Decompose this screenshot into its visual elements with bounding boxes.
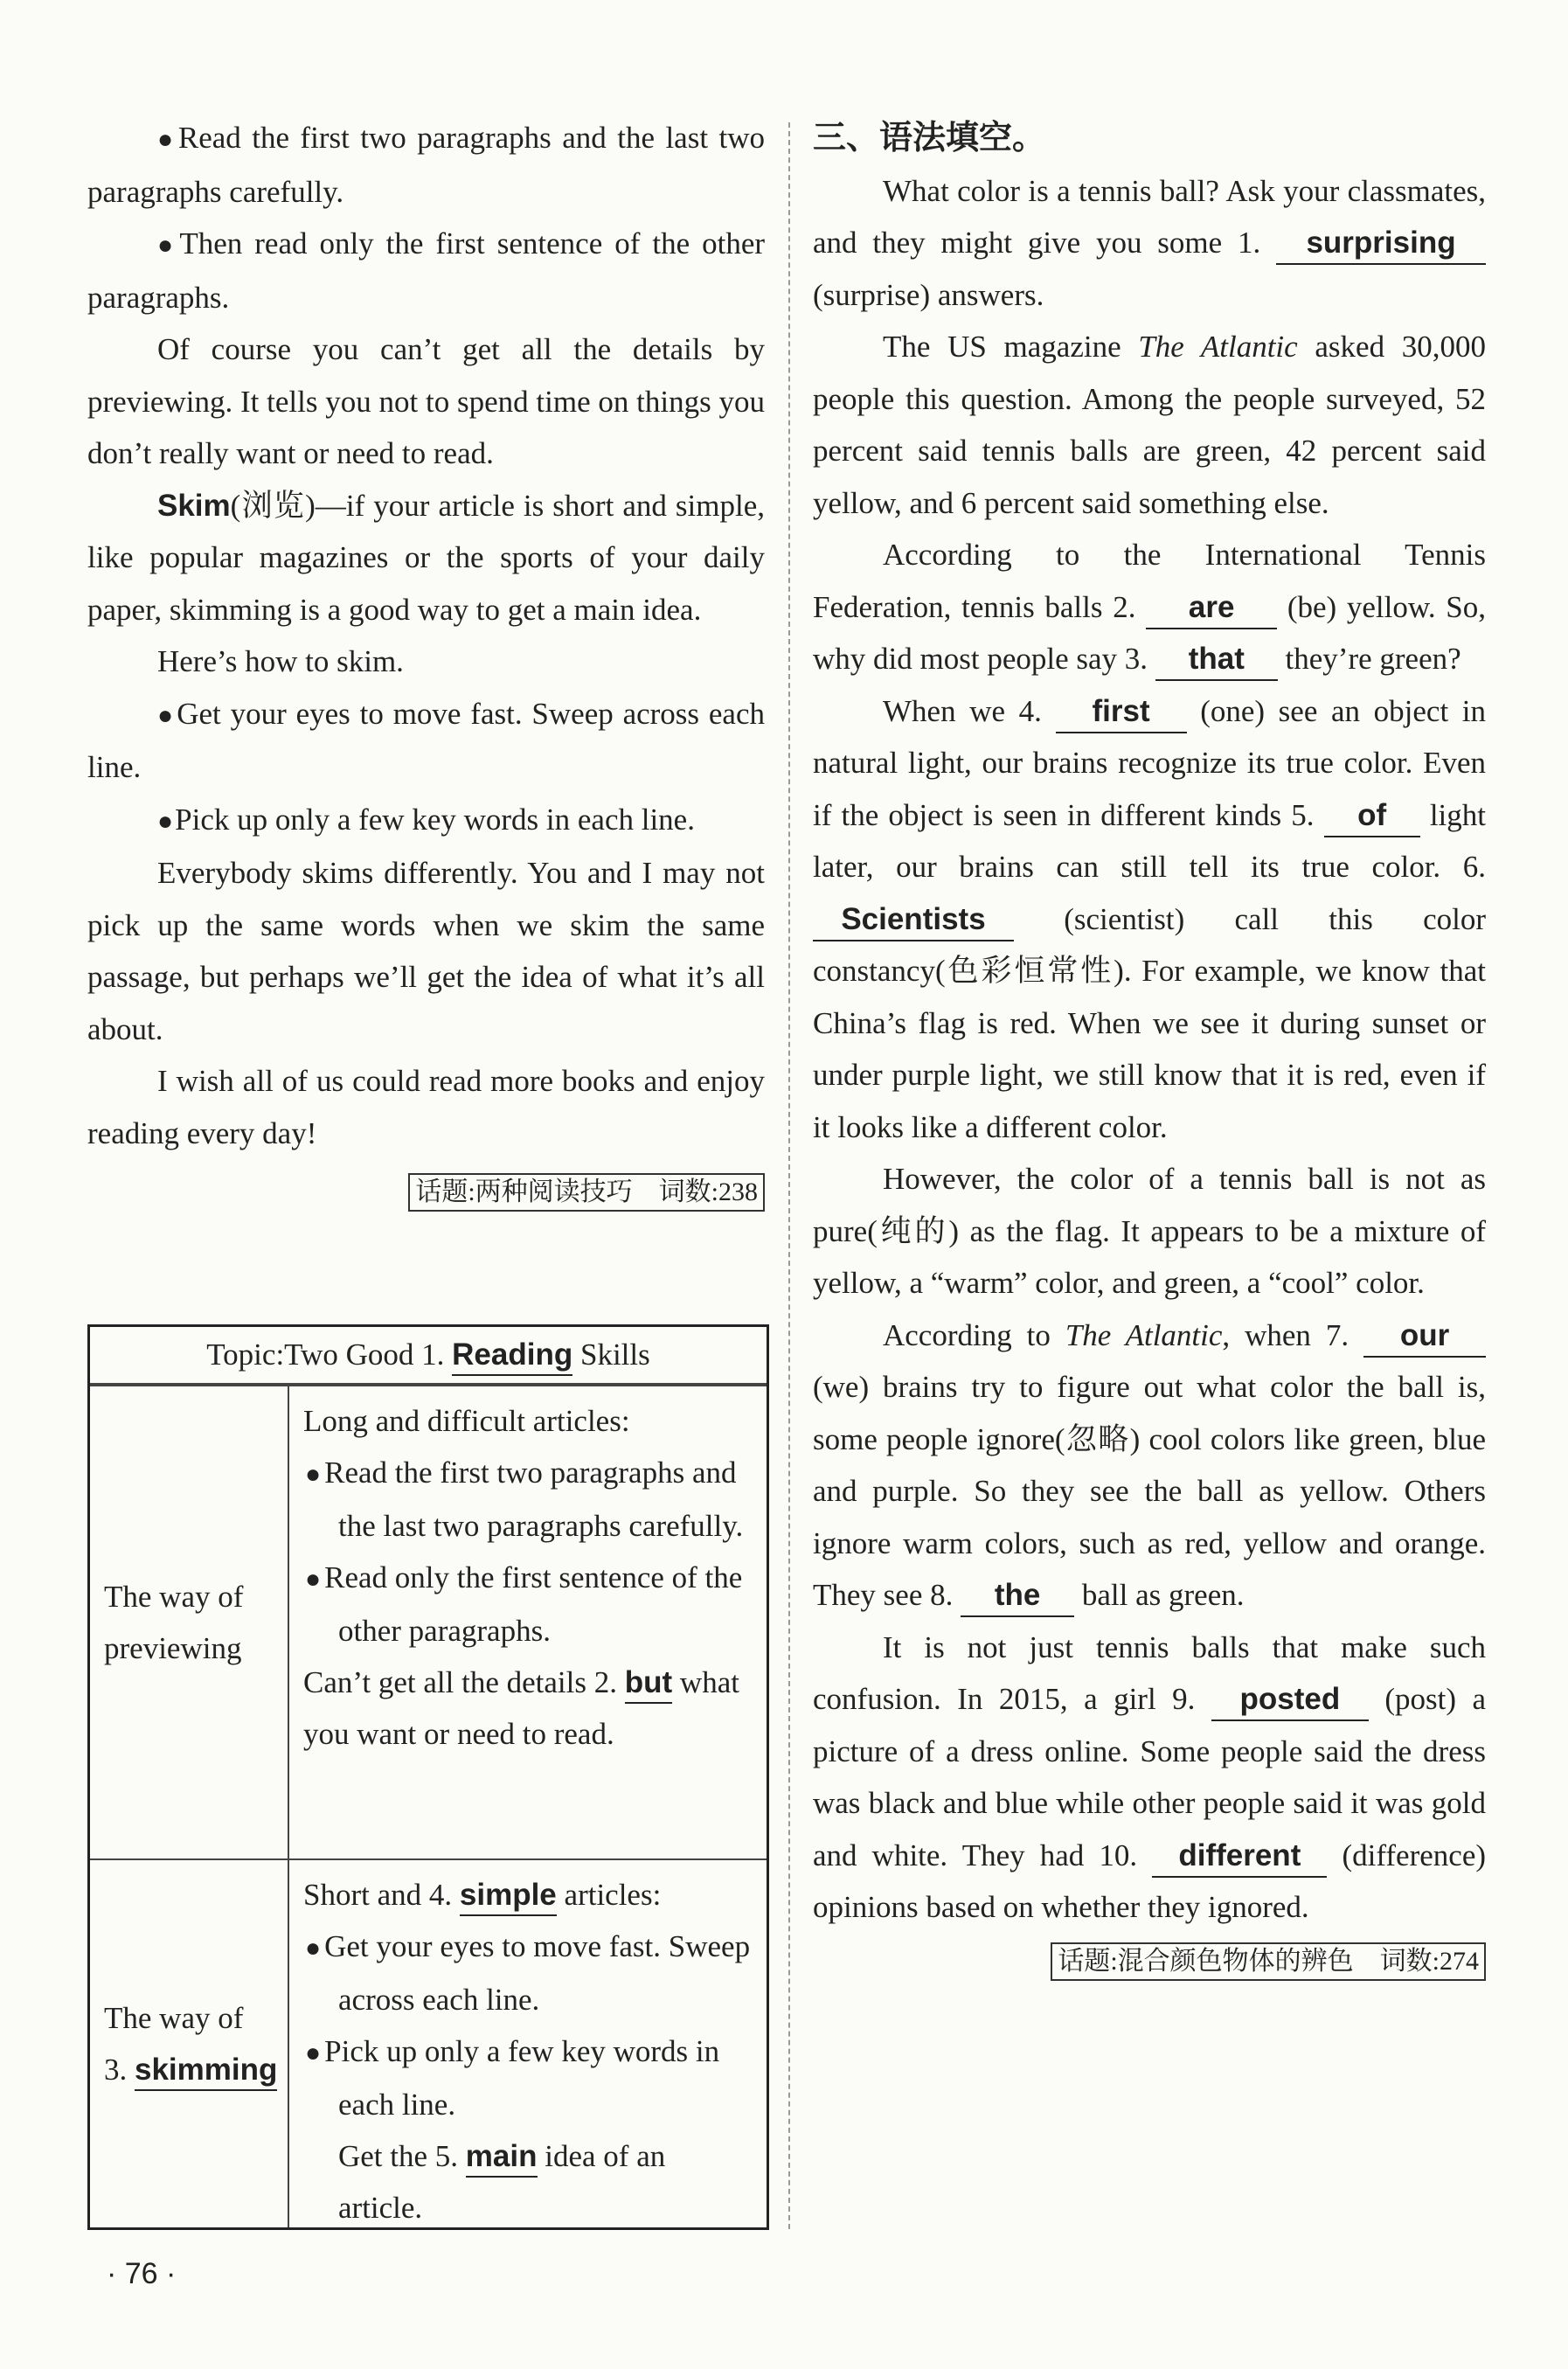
para3-end: they’re green? [1285, 642, 1461, 676]
para4-text: When we 4. [883, 693, 1042, 728]
row1-line1: Long and difficult articles: [303, 1404, 630, 1438]
blank-5[interactable] [1324, 795, 1420, 837]
answer-2: but [625, 1664, 672, 1704]
row-label-previewing [90, 1386, 289, 1858]
para6-pre: According to [883, 1317, 1051, 1352]
row2-label-a: The way of [104, 2001, 244, 2035]
right-paragraph-2 [813, 321, 1486, 529]
row2-label-b [104, 2044, 288, 2095]
left-paragraph-wish: I wish all of us could read more books and enjoy reading every day! [87, 1064, 765, 1150]
row-content-skimming [289, 1860, 767, 2227]
answer-r2: are [1188, 589, 1235, 624]
answer-r7: our [1399, 1317, 1450, 1352]
table-row-previewing [90, 1385, 767, 1858]
right-paragraph-7 [813, 1622, 1486, 1934]
left-paragraph-everybody: Everybody skims differently. You and I may not pick up the same words when we skim the same passage, but perhaps we’ll get the idea of what it’s all about. [87, 856, 765, 1046]
magazine-title-2: The Atlantic [1065, 1317, 1223, 1352]
answer-r6: Scientists [841, 901, 986, 936]
skim-heading: Skim [157, 488, 231, 523]
answer-r8: the [994, 1578, 1041, 1612]
row2-line1-post: articles: [564, 1878, 662, 1912]
answer-5: main [466, 2137, 538, 2178]
answer-r10: different [1178, 1838, 1301, 1872]
page-number: · 76 · [107, 2257, 177, 2290]
para1-text: What color is a tennis ball? Ask your classmates, and they might give you some 1. [813, 173, 1486, 260]
para4-hint: (one) see an object in natural light, our brains recognize its true color. Even if the object is seen in different kinds 5. [813, 693, 1487, 832]
blank-4[interactable] [1056, 691, 1187, 733]
row1-bullet2: ● Read only the first sentence of the other paragraphs. [303, 1552, 756, 1657]
blank-2[interactable] [1146, 587, 1277, 629]
para6-hint: (we) brains try to figure out what color the ball is, some people ignore(忽略) cool colors like green, blue and purple. So they see the ball as yellow. Others ignore warm colors, such as red, yellow and orange. They see 8. [813, 1370, 1486, 1612]
row2-bullet1: ● Get your eyes to move fast. Sweep across each line. [303, 1921, 756, 2025]
table-header-pre: Topic:Two Good 1. [206, 1337, 445, 1372]
right-paragraph-3 [813, 529, 1486, 685]
left-paragraph-how: Here’s how to skim. [157, 644, 404, 678]
row2-line4-pre: Get the 5. [338, 2139, 459, 2173]
row2-label-num: 3. [104, 2053, 128, 2087]
table-header [90, 1327, 767, 1385]
row1-line4 [303, 1657, 756, 1760]
answer-r4: first [1092, 693, 1150, 728]
skim-text: —if your article is short and simple, like popular magazines or the sports of your daily paper, skimming is a good way to get a main idea. [87, 488, 765, 627]
para6-end: ball as green. [1081, 1578, 1245, 1612]
blank-8[interactable] [961, 1575, 1074, 1617]
section-heading: 三、语法填空。 [813, 118, 1046, 156]
answer-r3: that [1188, 642, 1245, 676]
magazine-title: The Atlantic [1138, 330, 1298, 364]
answer-4: simple [460, 1876, 557, 1916]
para7-hint: (post) a picture of a dress online. Some people said the dress was black and blue while other people said it was gold and white. They had 10. [813, 1682, 1486, 1872]
row-label-b: previewing [104, 1631, 242, 1665]
right-topic-tag: 话题:混合颜色物体的辨色 词数:274 [1051, 1942, 1486, 1981]
left-bullet-2: ● Then read only the first sentence of the other paragraphs. [87, 218, 765, 323]
topic-table [87, 1324, 769, 2230]
para4-mid: light later, our brains can still tell its true color. 6. [813, 797, 1487, 884]
answer-r9: posted [1239, 1682, 1341, 1716]
answer-r5: of [1357, 797, 1387, 832]
row1-line4-post: what you want or need to read. [303, 1665, 739, 1751]
right-paragraph-5: However, the color of a tennis ball is not as pure(纯的) as the flag. It appears to be a mixture of yellow, a “warm” color, and green, a “cool” color. [813, 1162, 1486, 1300]
left-paragraph-skim [87, 480, 765, 636]
row2-line1-pre: Short and 4. [303, 1878, 453, 1912]
right-paragraph-1 [813, 165, 1486, 322]
left-paragraph-preview: Of course you can’t get all the details by previewing. It tells you not to spend time on things you don’t really want or need to read. [87, 332, 765, 470]
answer-r1: surprising [1306, 226, 1456, 260]
column-divider [788, 122, 790, 2229]
row-label-a: The way of [104, 1580, 244, 1614]
blank-3[interactable] [1155, 639, 1278, 681]
row2-line1 [303, 1869, 756, 1921]
para1-hint: (surprise) answers. [813, 277, 1044, 312]
blank-10[interactable] [1152, 1836, 1327, 1878]
para3-hint: (be) yellow. So, why did most people say 3. [813, 589, 1486, 676]
left-bullet-4: ● Pick up only a few key words in each line. [87, 794, 765, 848]
table-header-post: Skills [579, 1337, 650, 1372]
para6-mid: , when 7. [1222, 1317, 1349, 1352]
right-column [813, 112, 1486, 1985]
left-bullet-3: ● Get your eyes to move fast. Sweep across each line. [87, 688, 765, 794]
table-row-skimming [90, 1858, 767, 2227]
blank-6[interactable] [813, 900, 1014, 941]
right-paragraph-6 [813, 1310, 1486, 1622]
row1-bullet1: ● Read the first two paragraphs and the last two paragraphs carefully. [303, 1447, 756, 1552]
row2-bullet2: ● Pick up only a few key words in each line. [303, 2025, 756, 2130]
row2-line4-post: idea of an article. [338, 2139, 666, 2225]
para3-text: According to the International Tennis Federation, tennis balls 2. [813, 538, 1486, 624]
para4-end: (scientist) call this color constancy(色彩恒常性). For example, we know that China’s flag is red. When we see it during sunset or under purple light, we still know that it is red, even if it looks like a different color. [813, 901, 1486, 1144]
skim-cn: (浏览) [230, 488, 316, 523]
para2-pre: The US magazine [883, 330, 1121, 364]
para7-end: (difference) opinions based on whether they ignored. [813, 1838, 1487, 1924]
blank-9[interactable] [1211, 1679, 1369, 1721]
para7-text: It is not just tennis balls that make such confusion. In 2015, a girl 9. [813, 1629, 1486, 1716]
blank-7[interactable] [1363, 1316, 1486, 1358]
row1-line4-pre: Can’t get all the details 2. [303, 1665, 617, 1699]
left-column [87, 112, 765, 1217]
right-paragraph-4 [813, 685, 1486, 1154]
answer-3: skimming [135, 2051, 277, 2091]
left-topic-tag: 话题:两种阅读技巧 词数:238 [408, 1173, 765, 1212]
row2-line4 [303, 2130, 756, 2234]
blank-1[interactable] [1276, 223, 1486, 265]
row-content-previewing [289, 1386, 767, 1858]
para2-post: asked 30,000 people this question. Among the people surveyed, 52 percent said tennis balls are green, 42 percent said yellow, and 6 percent said something else. [813, 330, 1486, 520]
row-label-skimming [90, 1860, 289, 2227]
left-bullet-1: ● Read the first two paragraphs and the last two paragraphs carefully. [87, 112, 765, 218]
answer-1: Reading [452, 1336, 572, 1376]
